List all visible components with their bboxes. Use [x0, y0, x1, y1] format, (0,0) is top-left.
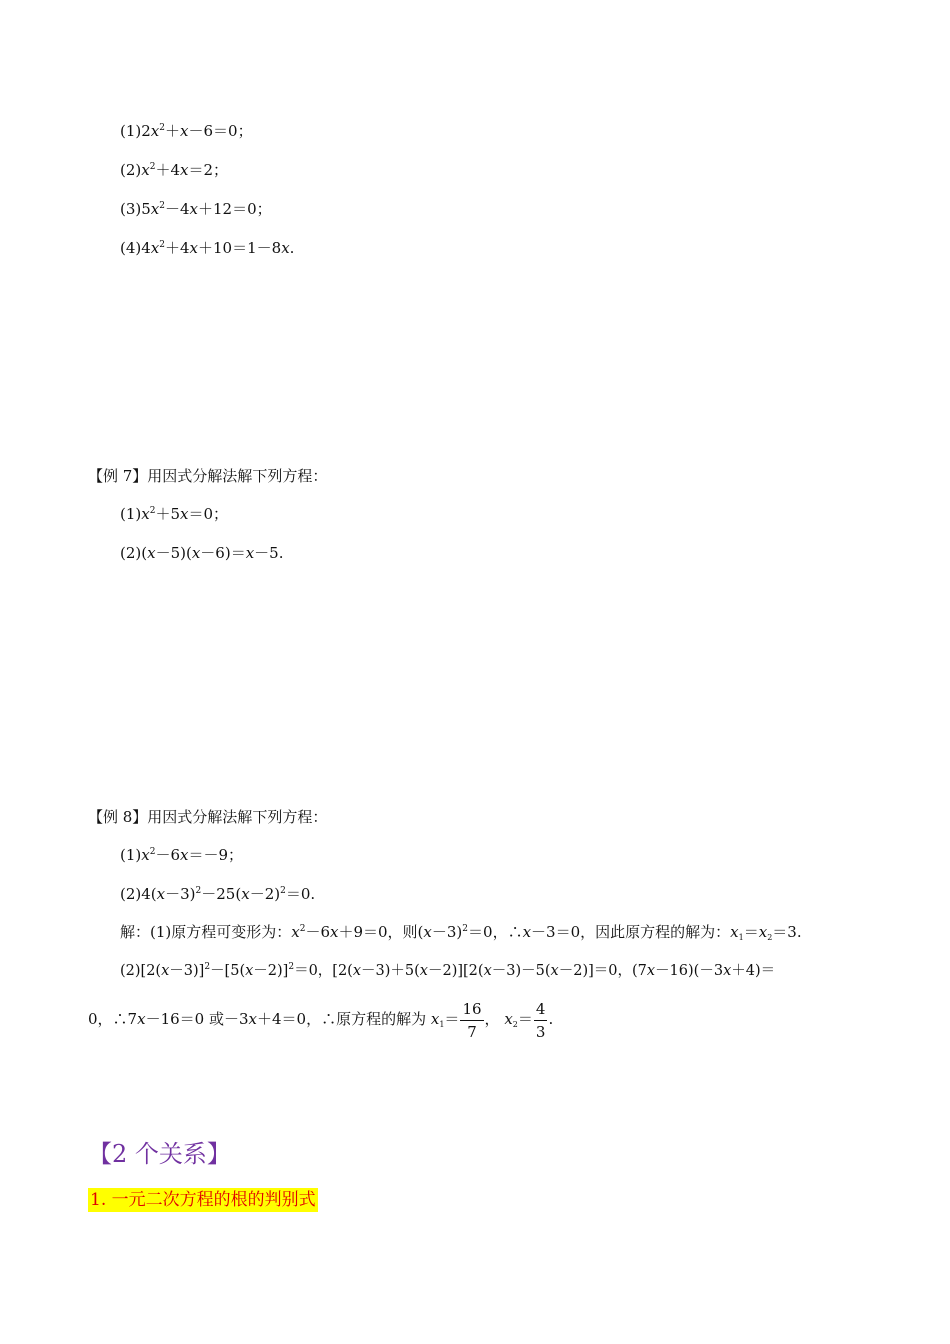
fraction-16-7: $\frac{16}{7}$ [462, 999, 482, 1041]
fraction-4-3: $\frac{4}{3}$ [535, 999, 546, 1041]
ex7-title: 【例 7】用因式分解法解下列方程： [88, 467, 328, 485]
highlighted-subheading: 1. 一元二次方程的根的判别式 [90, 1190, 316, 1210]
ex8-solution-3: 0，∴7x－16＝0 或－3x＋4＝0，∴原方程的解为 $x_1=$ $\frac{16}{7}$ ， $x_2=$ $\frac{4}{3}$ . [88, 999, 554, 1041]
ex8-equation-1: $(1)x^2-6x=-9$； [120, 846, 244, 864]
ex7-equation-1: $(1)x^2+5x=0$； [120, 505, 229, 523]
ex6-equation-3: $(3)5x^2-4x+12=0$； [120, 200, 272, 218]
ex7-equation-2: (2)(x－5)(x－6)＝x－5. [120, 544, 284, 562]
ex8-title: 【例 8】用因式分解法解下列方程： [88, 808, 328, 826]
ex6-equation-2: $(2)x^2+4x=2$； [120, 161, 229, 179]
ex8-solution-2: $(2)[2(x-3)]^2-[5(x-2)]^2=0$，[2(x－3)＋5(x－2)][2(x－3)－5(x－2)]＝0，(7x－16)(－3x＋4)＝ [120, 962, 776, 979]
ex8-equation-2: $(2)4(x-3)^2-25(x-2)^2=0$. [120, 885, 316, 903]
ex6-equation-4: $(4)4x^2+4x+10=1-8x$. [120, 239, 295, 257]
section-heading: 【2 个关系】 [88, 1140, 231, 1168]
ex8-solution-1: 解：(1)原方程可变形为：$x^2-6x+9=0$，则$(x-3)^2=0$，∴x－3＝0，因此原方程的解为：$x_1=x_2=3$. [120, 923, 802, 942]
ex6-equation-1: $(1)2x^2+x-6=0$； [120, 122, 253, 140]
